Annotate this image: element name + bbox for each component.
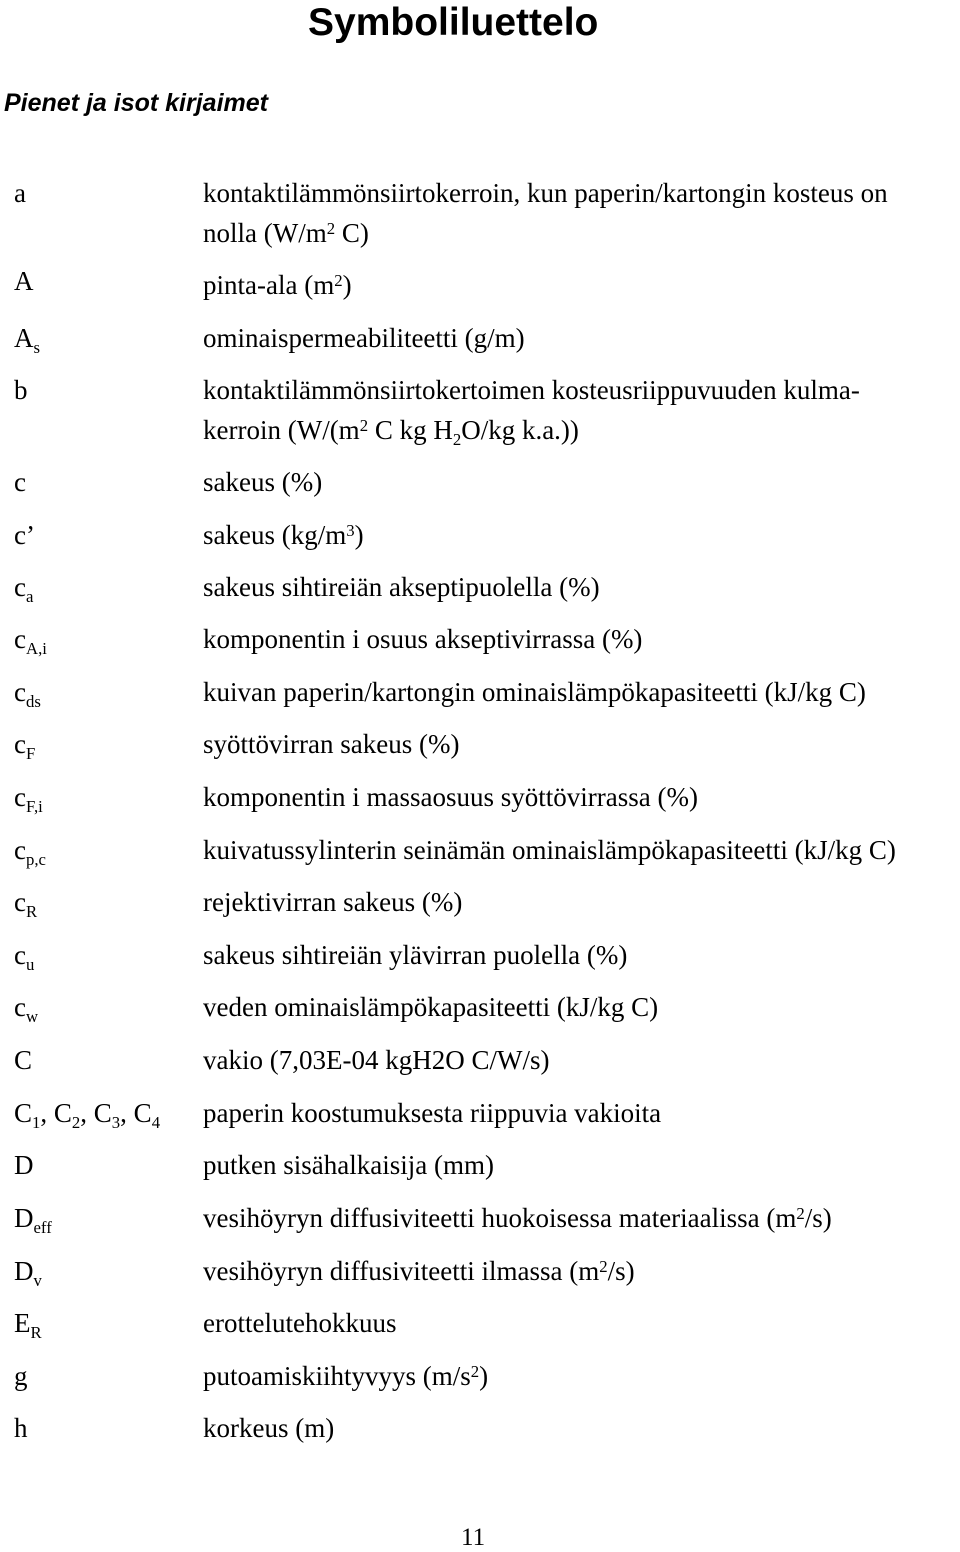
- symbol-cu: $c_u$: [14, 940, 35, 975]
- description-As: ominaispermeabiliteetti (g/m): [203, 323, 525, 353]
- description-cF: syöttövirran sakeus (%): [203, 729, 460, 759]
- symbol-h: h: [14, 1413, 28, 1443]
- symbol-g: g: [14, 1361, 28, 1391]
- page-number: 11: [461, 1524, 486, 1551]
- description-A: pinta-ala $(m^2)$: [203, 270, 352, 300]
- description-ER: erottelutehokkuus: [203, 1308, 397, 1338]
- symbol-cF: $c_F$: [14, 729, 36, 764]
- description-cFi: komponentin i massaosuus syöttövirrassa (%): [203, 782, 698, 812]
- symbol-cAi: $c_{A,i}$: [14, 624, 47, 659]
- symbol-c: c: [14, 467, 26, 497]
- symbol-cw: $c_w$: [14, 992, 39, 1027]
- description-cR: rejektivirran sakeus (%): [203, 887, 463, 917]
- page-title: Symboliluettelo: [308, 1, 599, 44]
- symbol-ER: $E_R$: [14, 1308, 42, 1343]
- description-D: putken sisähalkaisija (mm): [203, 1150, 494, 1180]
- description-b-line2: kerroin ($W/(m^2$ C kg $H_2O/kg$ k.a.)): [203, 415, 579, 450]
- description-cw: veden ominaislämpökapasiteetti (kJ/kg C): [203, 992, 659, 1022]
- description-ca: sakeus sihtireiän akseptipuolella (%): [203, 572, 600, 602]
- description-cu: sakeus sihtireiän ylävirran puolella (%): [203, 940, 628, 970]
- symbol-D: D: [14, 1150, 34, 1180]
- symbol-Deff: $D_{eff}$: [14, 1203, 52, 1238]
- symbol-cFi: $c_{F,i}$: [14, 782, 43, 817]
- description-b-line1: kontaktilämmönsiirtokertoimen kosteusriippuvuuden kulma-: [203, 375, 860, 405]
- description-Deff: vesihöyryn diffusiviteetti huokoisessa materiaalissa $(m^2/s)$: [203, 1203, 832, 1233]
- description-c-prime: sakeus $(kg/m^3)$: [203, 520, 364, 550]
- symbol-C: C: [14, 1045, 33, 1075]
- symbol-c-prime: c’: [14, 520, 35, 550]
- description-cds: kuivan paperin/kartongin ominaislämpökapasiteetti (kJ/kg C): [203, 677, 866, 707]
- symbol-b: b: [14, 375, 28, 405]
- description-cpc: kuivatussylinterin seinämän ominaislämpökapasiteetti (kJ/kg C): [203, 835, 896, 865]
- symbol-cpc: $c_{p,c}$: [14, 835, 46, 870]
- description-Dv: vesihöyryn diffusiviteetti ilmassa $(m^2/s)$: [203, 1256, 635, 1286]
- symbol-As: $A_s$: [14, 323, 41, 358]
- description-a-line2: nolla ($W/m^2$ C): [203, 218, 369, 248]
- symbol-A: A: [14, 266, 34, 296]
- symbol-ca: $c_a$: [14, 572, 34, 607]
- symbol-a: a: [14, 178, 26, 208]
- symbol-cds: $c_{ds}$: [14, 677, 41, 712]
- description-cAi: komponentin i osuus akseptivirrassa (%): [203, 624, 643, 654]
- description-c: sakeus (%): [203, 467, 323, 497]
- description-g: putoamiskiihtyvyys $(m/s^2)$: [203, 1361, 489, 1391]
- symbol-Dv: $D_v$: [14, 1256, 42, 1291]
- description-C1-C4: paperin koostumuksesta riippuvia vakioita: [203, 1098, 662, 1128]
- symbol-C1-C4: $C_1$, $C_2$, $C_3$, $C_4$: [14, 1098, 161, 1133]
- description-a-line1: kontaktilämmönsiirtokerroin, kun paperin/kartongin kosteus on: [203, 178, 888, 208]
- description-C: vakio (7,03E-04 kgH2O C/W/s): [203, 1045, 550, 1075]
- section-heading: Pienet ja isot kirjaimet: [4, 89, 268, 117]
- symbol-cR: $c_R$: [14, 887, 38, 922]
- description-h: korkeus (m): [203, 1413, 335, 1443]
